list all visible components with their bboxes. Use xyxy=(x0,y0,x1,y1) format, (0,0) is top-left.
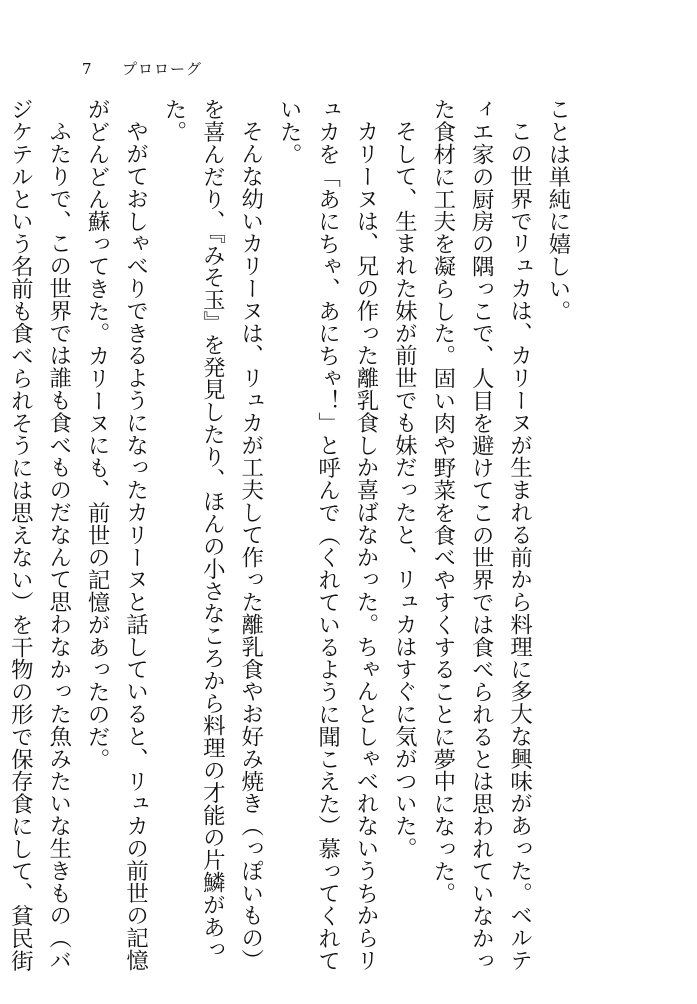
paragraph: ことは単純に嬉しい。 xyxy=(545,98,571,322)
page-number: 7 xyxy=(82,60,92,78)
running-title: プロローグ xyxy=(122,60,203,78)
paragraph: そんな幼いカリーヌは、リュカが工夫して作った離乳食やお好み焼き（っぽいもの）を喜んだり、『みそ玉』を発見したり、ほんの小さなころから料理の才能の片鱗があった。 xyxy=(160,98,264,972)
paragraph: この世界でリュカは、カリーヌが生まれる前から料理に多大な興味があった。ベルティエ家の厨房の隅っこで、人目を避けてこの世界では食べられるとは思われていなかった食材に工夫を凝らした。固い肉や野菜を食べやすくすることに夢中になった。 xyxy=(429,98,533,972)
paragraph: そして、生まれた妹が前世でも妹だったと、リュカはすぐに気がついた。 xyxy=(391,120,418,860)
paragraph: カリーヌは、兄の作った離乳食しか喜ばなかった。ちゃんとしゃべれないうちからリュカを「あにちゃ、あにちゃ！」と呼んで（くれているように聞こえた）慕ってくれていた。 xyxy=(276,98,379,972)
paragraph: ふたりで、この世界では誰も食べものだなんて思わなかった魚みたいな生きもの（バジケテルという名前も食べられそうには思えない）を干物の形で保存食にして、貧民街 xyxy=(7,98,72,972)
paragraph: やがておしゃべりできるようになったカリーヌと話していると、リュカの前世の記憶がどんどん蘇ってきた。カリーヌにも、前世の記憶があったのだ。 xyxy=(84,98,149,972)
body-text xyxy=(0,98,577,978)
page-header xyxy=(82,58,202,79)
